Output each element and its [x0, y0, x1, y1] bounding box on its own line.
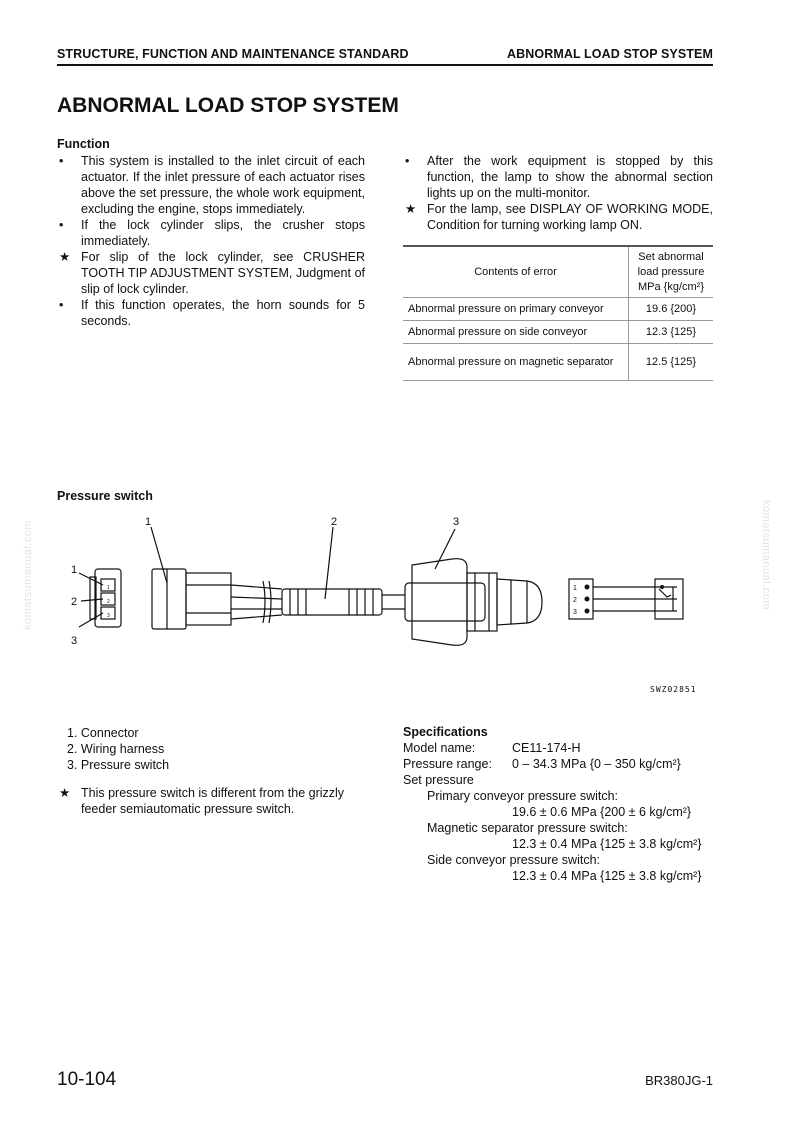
function-item-text: This system is installed to the inlet circuit of each actuator. If the inlet pressure of each actuator rises above the set pressure, the whole work equipment, excluding the engine, stops immediately. [81, 154, 365, 216]
figure-callout: 1 [145, 516, 152, 528]
table-header-pressure: Set abnormal load pressure MPa {kg/cm²} [629, 246, 714, 298]
spec-item-label: Primary conveyor pressure switch: [427, 789, 619, 803]
figure-callout: 3 [71, 635, 78, 647]
parts-list-item: 2. Wiring harness [67, 742, 165, 756]
header-chapter-title: ABNORMAL LOAD STOP SYSTEM [507, 47, 713, 61]
star-mark: ★ [59, 250, 71, 264]
error-pressure-table [403, 245, 713, 381]
function-item [57, 153, 365, 217]
function-item-text: If this function operates, the horn sounds for 5 seconds. [81, 298, 365, 328]
header-rule [57, 64, 713, 66]
watermark-right: komatsumanual.com [760, 500, 772, 610]
figure-callout: 2 [331, 516, 338, 528]
function-item-text: After the work equipment is stopped by this function, the lamp to show the abnormal section lights up on the multi-monitor. [427, 154, 713, 200]
specifications-heading: Specifications [403, 725, 488, 739]
table-cell-error: Abnormal pressure on magnetic separator [403, 344, 629, 381]
table-cell-error: Abnormal pressure on primary conveyor [403, 298, 629, 321]
function-item-text: If the lock cylinder slips, the crusher stops immediately. [81, 218, 365, 248]
wiring-harness-tube [282, 589, 382, 615]
header-section-title: STRUCTURE, FUNCTION AND MAINTENANCE STANDARD [57, 47, 409, 61]
star-mark: ★ [59, 786, 71, 800]
table-cell-pressure: 12.5 {125} [629, 344, 714, 381]
table-cell-pressure: 19.6 {200} [629, 298, 714, 321]
watermark-left: komatsumanual.com [22, 520, 34, 630]
figure-callout: 1 [71, 564, 78, 576]
spec-value: CE11-174-H [512, 741, 581, 755]
table-header-row [403, 246, 713, 298]
spec-label: Pressure range: [403, 757, 492, 771]
function-left-column [57, 153, 365, 329]
spec-item-value: 12.3 ± 0.4 MPa {125 ± 3.8 kg/cm²} [512, 837, 702, 851]
model-number: BR380JG-1 [645, 1073, 713, 1088]
spec-item-value: 19.6 ± 0.6 MPa {200 ± 6 kg/cm²} [512, 805, 692, 819]
connector-pin-label: 2 [573, 597, 577, 604]
function-heading: Function [57, 137, 110, 151]
bullet-mark: • [59, 154, 64, 168]
spec-value: 0 – 34.3 MPa {0 – 350 kg/cm²} [512, 757, 681, 771]
function-right-column [403, 153, 713, 233]
pressure-switch-heading: Pressure switch [57, 489, 153, 503]
table-row [403, 298, 713, 321]
table-cell-error: Abnormal pressure on side conveyor [403, 321, 629, 344]
specifications [403, 724, 715, 884]
figure-code: SWZ02851 [650, 685, 697, 694]
function-item [403, 201, 713, 233]
page-number: 10-104 [57, 1069, 117, 1090]
connector-pin-label: 3 [573, 609, 577, 616]
bullet-mark: • [59, 298, 64, 312]
figure-callout: 3 [453, 516, 460, 528]
bullet-mark: • [59, 218, 64, 232]
figure-callout: 2 [71, 596, 78, 608]
spec-label: Model name: [403, 741, 476, 755]
spec-label: Set pressure [403, 773, 474, 787]
function-item [57, 249, 365, 297]
function-item [57, 297, 365, 329]
pressure-switch-note [57, 785, 365, 817]
spec-item-value: 12.3 ± 0.4 MPa {125 ± 3.8 kg/cm²} [512, 869, 702, 883]
star-mark: ★ [405, 202, 417, 216]
pressure-switch-body [412, 559, 467, 646]
parts-list-item: 3. Pressure switch [67, 758, 170, 772]
table-row [403, 321, 713, 344]
function-item [403, 153, 713, 201]
table-header-contents: Contents of error [403, 246, 629, 298]
table-row [403, 344, 713, 381]
bullet-mark: • [405, 154, 410, 168]
note-text: This pressure switch is different from the grizzly feeder semiautomatic pressure switch. [81, 786, 345, 816]
parts-list [67, 725, 169, 773]
function-item-text: For slip of the lock cylinder, see CRUSHER TOOTH TIP ADJUSTMENT SYSTEM, Judgment of slip of lock cylinder. [81, 250, 365, 296]
pressure-switch-figure [57, 505, 717, 705]
connector-pin-label: 1 [573, 585, 577, 592]
page-title: ABNORMAL LOAD STOP SYSTEM [57, 94, 399, 117]
function-item [57, 217, 365, 249]
connector-housing [152, 569, 186, 629]
svg-text:2: 2 [107, 599, 110, 605]
table-cell-pressure: 12.3 {125} [629, 321, 714, 344]
svg-text:1: 1 [107, 585, 110, 591]
svg-text:3: 3 [107, 613, 110, 619]
parts-list-item: 1. Connector [67, 726, 139, 740]
spec-item-label: Magnetic separator pressure switch: [427, 821, 628, 835]
spec-item-label: Side conveyor pressure switch: [427, 853, 600, 867]
function-item-text: For the lamp, see DISPLAY OF WORKING MODE, Condition for turning working lamp ON. [427, 202, 713, 232]
